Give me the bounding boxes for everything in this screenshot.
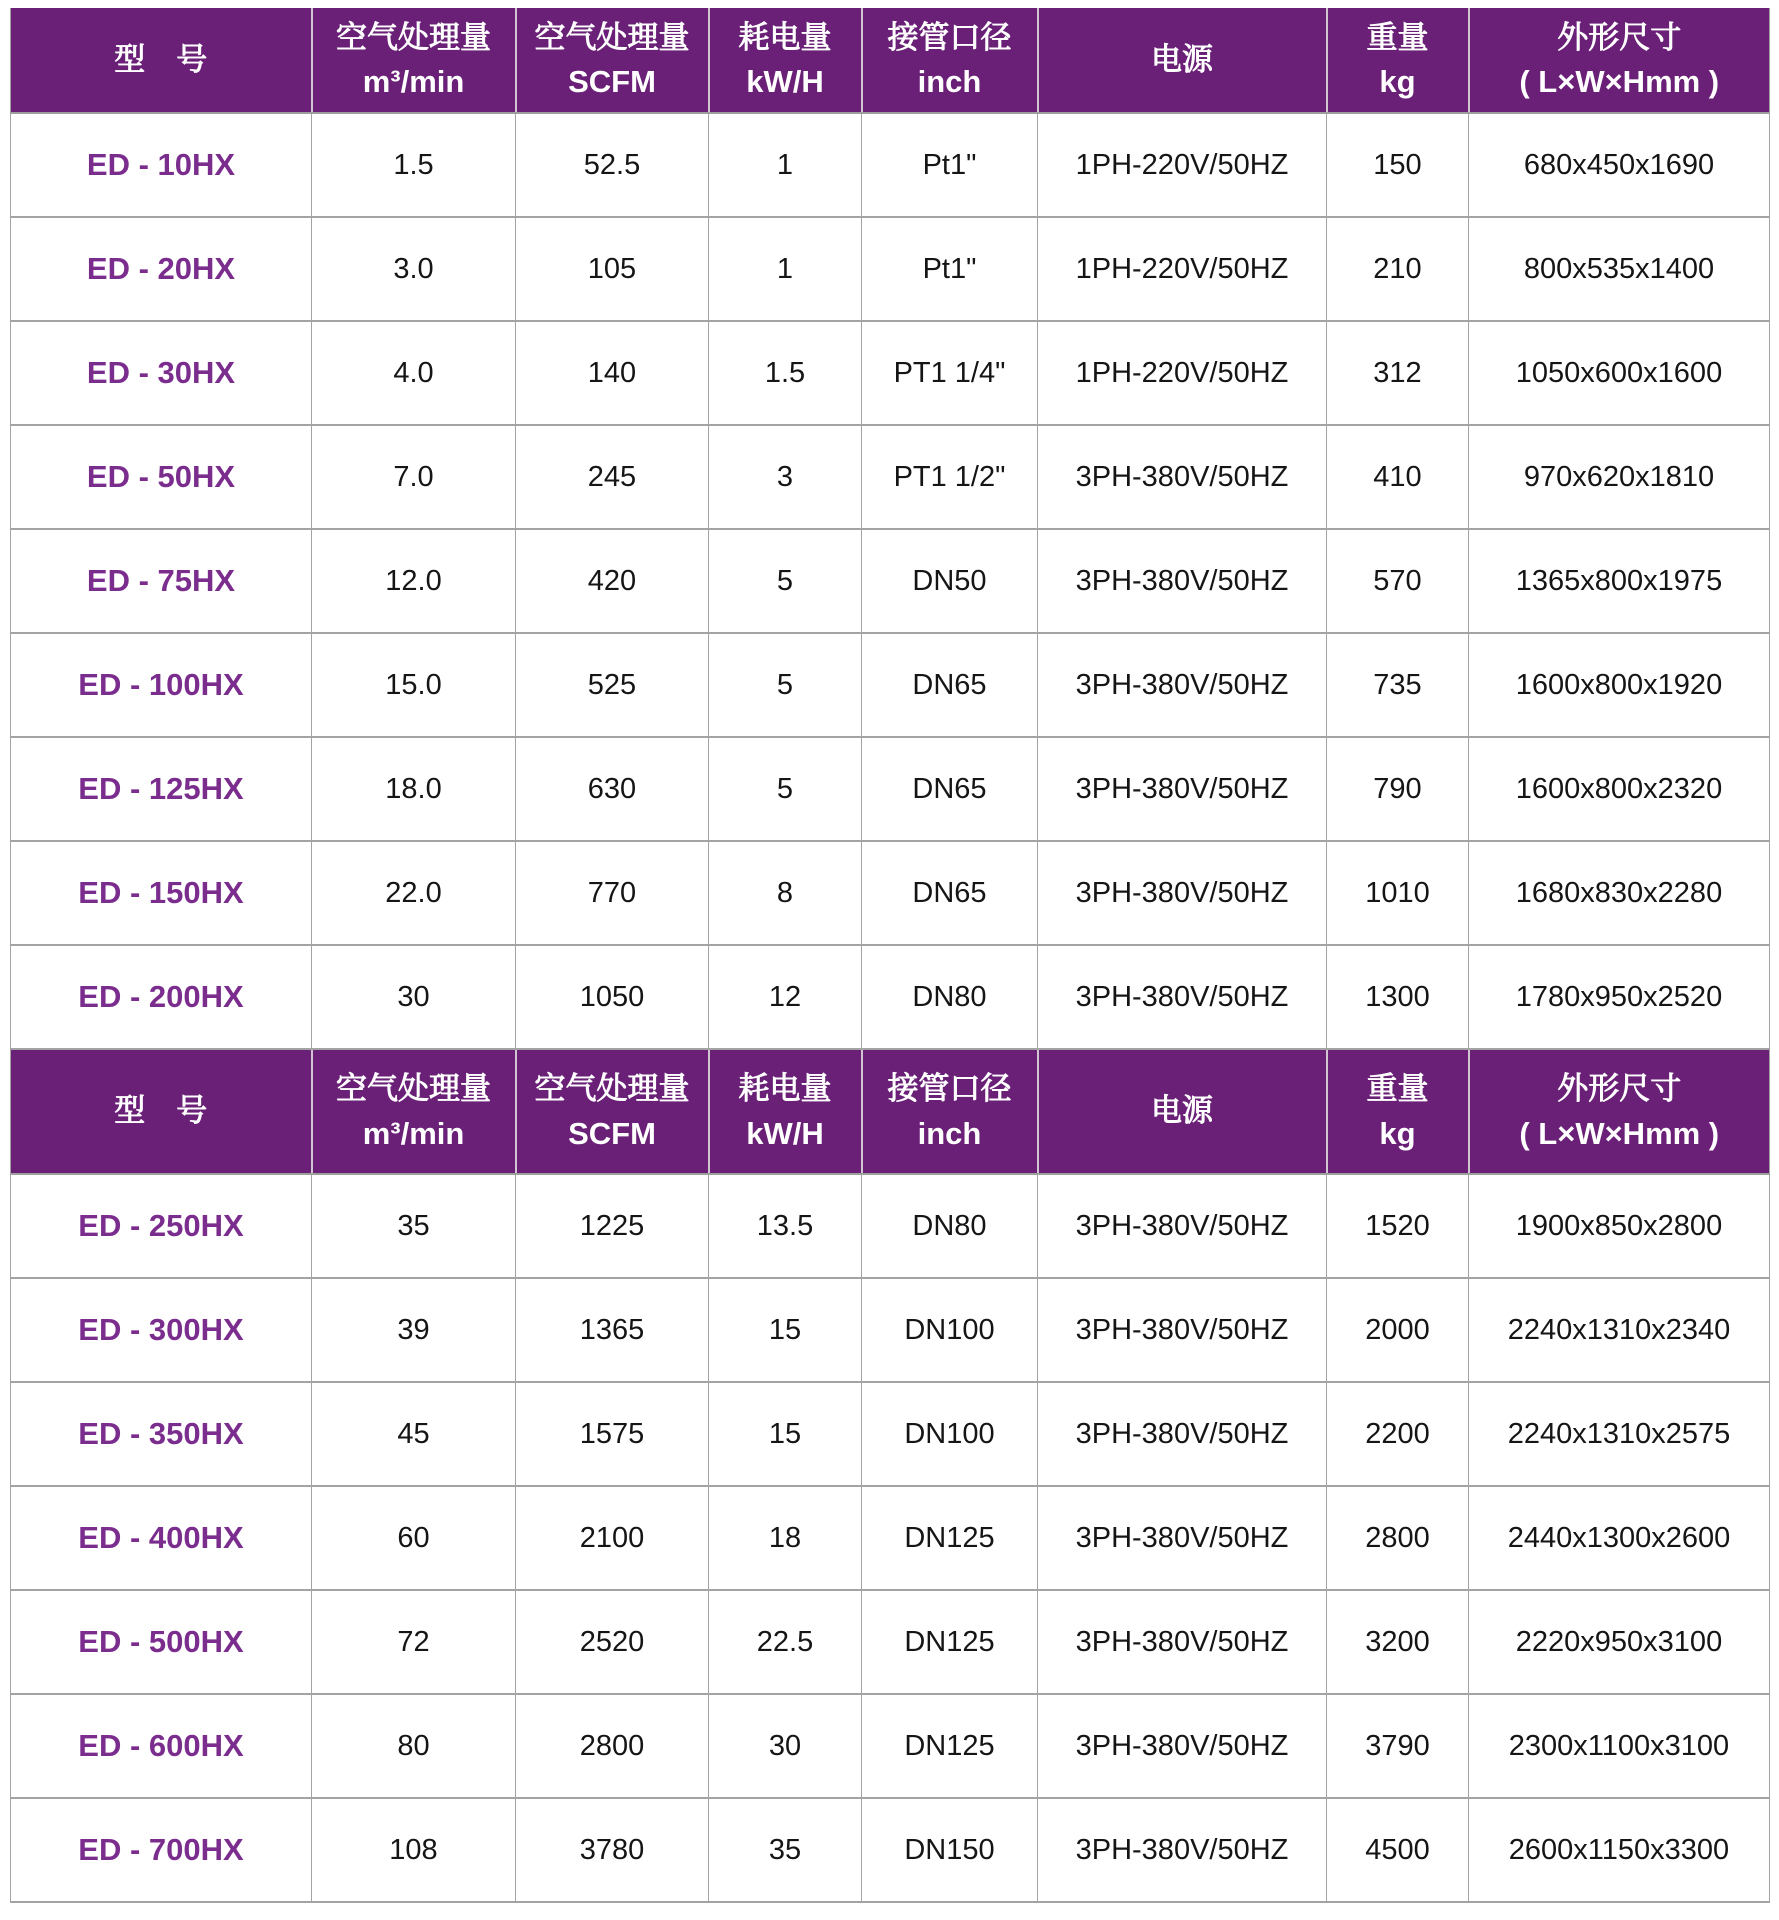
column-header bbox=[862, 8, 1038, 113]
column-header-line1: 型 号 bbox=[114, 1093, 208, 1129]
model-cell: ED - 30HX bbox=[11, 321, 312, 425]
data-cell: 15 bbox=[709, 1278, 862, 1382]
column-header bbox=[1038, 8, 1327, 113]
data-cell: 7.0 bbox=[312, 425, 516, 529]
column-header-line1: 电源 bbox=[1151, 1093, 1213, 1129]
model-cell: ED - 300HX bbox=[11, 1278, 312, 1382]
data-cell: 12.0 bbox=[312, 529, 516, 633]
table-row bbox=[11, 1486, 1770, 1590]
data-cell: 1PH-220V/50HZ bbox=[1038, 217, 1327, 321]
data-cell: 1600x800x2320 bbox=[1469, 737, 1770, 841]
data-cell: 18 bbox=[709, 1486, 862, 1590]
data-cell: 18.0 bbox=[312, 737, 516, 841]
data-cell: 5 bbox=[709, 633, 862, 737]
data-cell: 3PH-380V/50HZ bbox=[1038, 1590, 1327, 1694]
data-cell: DN65 bbox=[862, 737, 1038, 841]
column-header-line2: SCFM bbox=[568, 64, 656, 99]
data-cell: 1010 bbox=[1327, 841, 1469, 945]
data-cell: 735 bbox=[1327, 633, 1469, 737]
table-row bbox=[11, 1590, 1770, 1694]
data-cell: 1680x830x2280 bbox=[1469, 841, 1770, 945]
table-row bbox=[11, 1174, 1770, 1278]
data-cell: 35 bbox=[709, 1798, 862, 1902]
data-cell: 108 bbox=[312, 1798, 516, 1902]
spec-table bbox=[10, 8, 1770, 1903]
data-cell: 2100 bbox=[516, 1486, 709, 1590]
data-cell: 22.5 bbox=[709, 1590, 862, 1694]
column-header bbox=[11, 8, 312, 113]
column-header-line1: 重量 bbox=[1366, 19, 1429, 55]
data-cell: 680x450x1690 bbox=[1469, 113, 1770, 217]
data-cell: 2520 bbox=[516, 1590, 709, 1694]
table-row bbox=[11, 217, 1770, 321]
data-cell: 770 bbox=[516, 841, 709, 945]
data-cell: 3PH-380V/50HZ bbox=[1038, 841, 1327, 945]
table-body bbox=[11, 8, 1770, 1902]
column-header bbox=[1327, 8, 1469, 113]
data-cell: 630 bbox=[516, 737, 709, 841]
column-header bbox=[1038, 1049, 1327, 1174]
data-cell: 1575 bbox=[516, 1382, 709, 1486]
model-cell: ED - 50HX bbox=[11, 425, 312, 529]
column-header-line2: ( L×W×Hmm ) bbox=[1519, 64, 1720, 99]
column-header-line1: 接管口径 bbox=[887, 19, 1012, 55]
column-header-line1: 空气处理量 bbox=[534, 19, 690, 55]
model-cell: ED - 125HX bbox=[11, 737, 312, 841]
model-cell: ED - 500HX bbox=[11, 1590, 312, 1694]
data-cell: 3PH-380V/50HZ bbox=[1038, 1278, 1327, 1382]
data-cell: PT1 1/4" bbox=[862, 321, 1038, 425]
column-header bbox=[1327, 1049, 1469, 1174]
data-cell: DN150 bbox=[862, 1798, 1038, 1902]
column-header-line1: 电源 bbox=[1151, 41, 1213, 77]
data-cell: 35 bbox=[312, 1174, 516, 1278]
data-cell: 2800 bbox=[516, 1694, 709, 1798]
data-cell: DN125 bbox=[862, 1486, 1038, 1590]
column-header-line2: inch bbox=[917, 1115, 982, 1151]
data-cell: 3PH-380V/50HZ bbox=[1038, 633, 1327, 737]
data-cell: 12 bbox=[709, 945, 862, 1049]
table-row bbox=[11, 1278, 1770, 1382]
data-cell: PT1 1/2" bbox=[862, 425, 1038, 529]
data-cell: 13.5 bbox=[709, 1174, 862, 1278]
data-cell: 420 bbox=[516, 529, 709, 633]
column-header-line1: 耗电量 bbox=[738, 19, 832, 55]
data-cell: 15 bbox=[709, 1382, 862, 1486]
model-cell: ED - 100HX bbox=[11, 633, 312, 737]
data-cell: 3PH-380V/50HZ bbox=[1038, 1798, 1327, 1902]
data-cell: 140 bbox=[516, 321, 709, 425]
column-header-line1: 外形尺寸 bbox=[1557, 19, 1682, 55]
table-row bbox=[11, 425, 1770, 529]
table-row bbox=[11, 321, 1770, 425]
model-cell: ED - 250HX bbox=[11, 1174, 312, 1278]
data-cell: 15.0 bbox=[312, 633, 516, 737]
data-cell: 8 bbox=[709, 841, 862, 945]
data-cell: 39 bbox=[312, 1278, 516, 1382]
table-row bbox=[11, 945, 1770, 1049]
table-row bbox=[11, 737, 1770, 841]
model-cell: ED - 150HX bbox=[11, 841, 312, 945]
column-header-line1: 耗电量 bbox=[738, 1071, 832, 1107]
data-cell: 1.5 bbox=[709, 321, 862, 425]
data-cell: 3PH-380V/50HZ bbox=[1038, 425, 1327, 529]
column-header bbox=[709, 1049, 862, 1174]
data-cell: 2600x1150x3300 bbox=[1469, 1798, 1770, 1902]
data-cell: 3PH-380V/50HZ bbox=[1038, 1174, 1327, 1278]
data-cell: 1225 bbox=[516, 1174, 709, 1278]
data-cell: Pt1" bbox=[862, 217, 1038, 321]
column-header-line1: 空气处理量 bbox=[336, 1071, 491, 1107]
data-cell: 1 bbox=[709, 217, 862, 321]
data-cell: 4.0 bbox=[312, 321, 516, 425]
column-header bbox=[709, 8, 862, 113]
table-row bbox=[11, 1382, 1770, 1486]
header-row bbox=[11, 8, 1770, 113]
data-cell: 2200 bbox=[1327, 1382, 1469, 1486]
data-cell: 1600x800x1920 bbox=[1469, 633, 1770, 737]
data-cell: 2000 bbox=[1327, 1278, 1469, 1382]
model-cell: ED - 400HX bbox=[11, 1486, 312, 1590]
model-cell: ED - 10HX bbox=[11, 113, 312, 217]
data-cell: 30 bbox=[709, 1694, 862, 1798]
data-cell: 312 bbox=[1327, 321, 1469, 425]
table-row bbox=[11, 529, 1770, 633]
data-cell: 80 bbox=[312, 1694, 516, 1798]
data-cell: 105 bbox=[516, 217, 709, 321]
data-cell: DN50 bbox=[862, 529, 1038, 633]
column-header-line1: 型 号 bbox=[114, 41, 208, 77]
data-cell: DN80 bbox=[862, 945, 1038, 1049]
data-cell: 570 bbox=[1327, 529, 1469, 633]
column-header-line1: 空气处理量 bbox=[534, 1071, 690, 1107]
column-header-line1: 重量 bbox=[1366, 1071, 1429, 1107]
column-header bbox=[1469, 1049, 1770, 1174]
data-cell: DN100 bbox=[862, 1278, 1038, 1382]
model-cell: ED - 600HX bbox=[11, 1694, 312, 1798]
data-cell: 245 bbox=[516, 425, 709, 529]
data-cell: 970x620x1810 bbox=[1469, 425, 1770, 529]
column-header-line1: 空气处理量 bbox=[336, 19, 491, 55]
data-cell: 1365 bbox=[516, 1278, 709, 1382]
data-cell: DN125 bbox=[862, 1694, 1038, 1798]
column-header-line2: SCFM bbox=[568, 1115, 656, 1151]
data-cell: 5 bbox=[709, 737, 862, 841]
data-cell: 1 bbox=[709, 113, 862, 217]
data-cell: 52.5 bbox=[516, 113, 709, 217]
data-cell: 2440x1300x2600 bbox=[1469, 1486, 1770, 1590]
column-header bbox=[11, 1049, 312, 1174]
data-cell: DN125 bbox=[862, 1590, 1038, 1694]
data-cell: DN80 bbox=[862, 1174, 1038, 1278]
data-cell: 1PH-220V/50HZ bbox=[1038, 113, 1327, 217]
data-cell: 3200 bbox=[1327, 1590, 1469, 1694]
column-header bbox=[516, 1049, 709, 1174]
column-header bbox=[312, 8, 516, 113]
column-header-line2: inch bbox=[917, 64, 982, 99]
data-cell: DN100 bbox=[862, 1382, 1038, 1486]
data-cell: 3PH-380V/50HZ bbox=[1038, 1486, 1327, 1590]
data-cell: 3PH-380V/50HZ bbox=[1038, 1694, 1327, 1798]
column-header-line1: 接管口径 bbox=[887, 1071, 1012, 1107]
column-header-line2: m³/min bbox=[362, 64, 465, 99]
data-cell: 3.0 bbox=[312, 217, 516, 321]
column-header-line2: m³/min bbox=[362, 1115, 465, 1151]
column-header bbox=[312, 1049, 516, 1174]
model-cell: ED - 75HX bbox=[11, 529, 312, 633]
data-cell: 800x535x1400 bbox=[1469, 217, 1770, 321]
data-cell: 2240x1310x2575 bbox=[1469, 1382, 1770, 1486]
data-cell: 1300 bbox=[1327, 945, 1469, 1049]
data-cell: 790 bbox=[1327, 737, 1469, 841]
data-cell: 4500 bbox=[1327, 1798, 1469, 1902]
data-cell: 3PH-380V/50HZ bbox=[1038, 1382, 1327, 1486]
table-row bbox=[11, 633, 1770, 737]
data-cell: 1365x800x1975 bbox=[1469, 529, 1770, 633]
data-cell: 2220x950x3100 bbox=[1469, 1590, 1770, 1694]
data-cell: 72 bbox=[312, 1590, 516, 1694]
data-cell: 3PH-380V/50HZ bbox=[1038, 529, 1327, 633]
data-cell: 1050 bbox=[516, 945, 709, 1049]
data-cell: 1050x600x1600 bbox=[1469, 321, 1770, 425]
data-cell: 1900x850x2800 bbox=[1469, 1174, 1770, 1278]
data-cell: 1780x950x2520 bbox=[1469, 945, 1770, 1049]
data-cell: 5 bbox=[709, 529, 862, 633]
data-cell: 150 bbox=[1327, 113, 1469, 217]
data-cell: 60 bbox=[312, 1486, 516, 1590]
data-cell: 3PH-380V/50HZ bbox=[1038, 945, 1327, 1049]
data-cell: 1.5 bbox=[312, 113, 516, 217]
column-header-line2: kW/H bbox=[746, 1115, 824, 1151]
column-header-line2: kg bbox=[1379, 64, 1416, 99]
data-cell: 1520 bbox=[1327, 1174, 1469, 1278]
header-row bbox=[11, 1049, 1770, 1174]
data-cell: 22.0 bbox=[312, 841, 516, 945]
table-row bbox=[11, 1798, 1770, 1902]
data-cell: 45 bbox=[312, 1382, 516, 1486]
model-cell: ED - 700HX bbox=[11, 1798, 312, 1902]
table-row bbox=[11, 841, 1770, 945]
data-cell: 525 bbox=[516, 633, 709, 737]
data-cell: 2300x1100x3100 bbox=[1469, 1694, 1770, 1798]
data-cell: 2800 bbox=[1327, 1486, 1469, 1590]
data-cell: 3790 bbox=[1327, 1694, 1469, 1798]
model-cell: ED - 20HX bbox=[11, 217, 312, 321]
column-header bbox=[516, 8, 709, 113]
data-cell: Pt1" bbox=[862, 113, 1038, 217]
data-cell: DN65 bbox=[862, 633, 1038, 737]
column-header bbox=[862, 1049, 1038, 1174]
data-cell: 2240x1310x2340 bbox=[1469, 1278, 1770, 1382]
data-cell: 1PH-220V/50HZ bbox=[1038, 321, 1327, 425]
data-cell: DN65 bbox=[862, 841, 1038, 945]
column-header-line2: ( L×W×Hmm ) bbox=[1519, 1115, 1720, 1151]
data-cell: 30 bbox=[312, 945, 516, 1049]
column-header-line1: 外形尺寸 bbox=[1557, 1071, 1682, 1107]
table-row bbox=[11, 113, 1770, 217]
model-cell: ED - 200HX bbox=[11, 945, 312, 1049]
data-cell: 3PH-380V/50HZ bbox=[1038, 737, 1327, 841]
column-header-line2: kW/H bbox=[746, 64, 824, 99]
model-cell: ED - 350HX bbox=[11, 1382, 312, 1486]
data-cell: 3780 bbox=[516, 1798, 709, 1902]
data-cell: 210 bbox=[1327, 217, 1469, 321]
table-row bbox=[11, 1694, 1770, 1798]
data-cell: 3 bbox=[709, 425, 862, 529]
column-header bbox=[1469, 8, 1770, 113]
column-header-line2: kg bbox=[1379, 1115, 1416, 1151]
data-cell: 410 bbox=[1327, 425, 1469, 529]
